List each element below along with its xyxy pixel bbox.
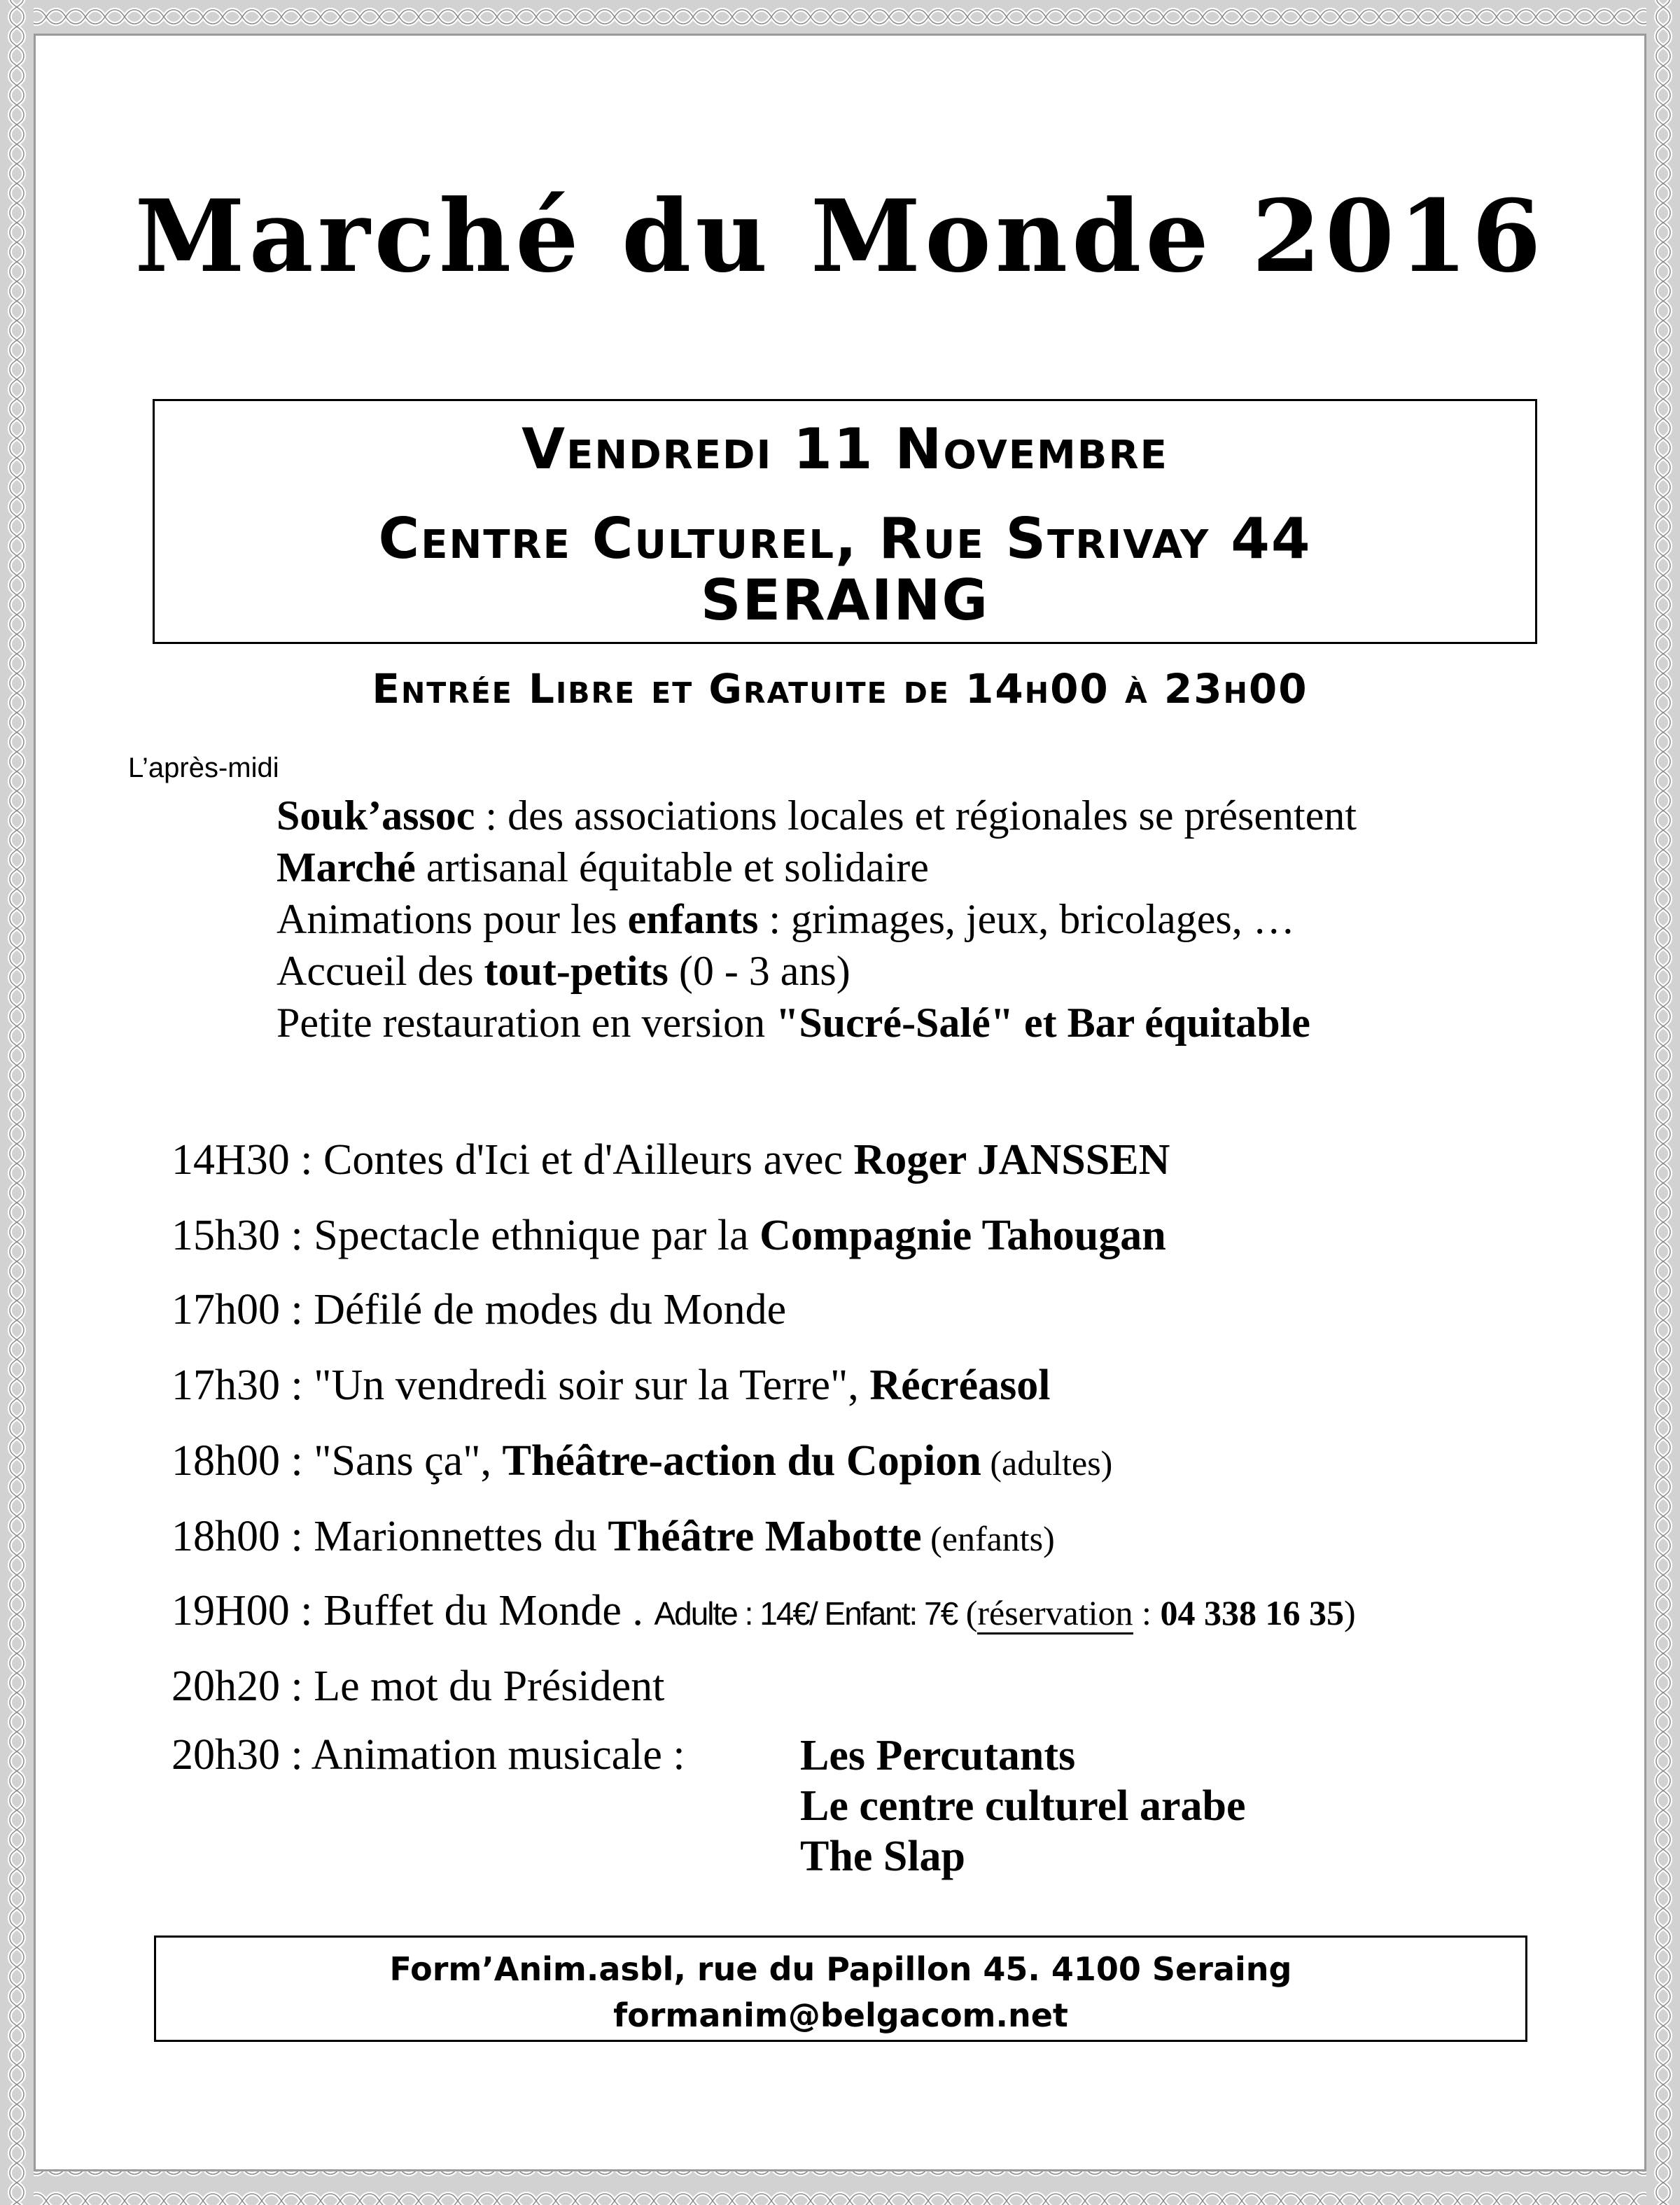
event-city: SERAING xyxy=(700,568,990,633)
list-item: Animations pour les enfants : grimages, jeux, bricolages, … xyxy=(276,896,1295,942)
afternoon-label: L’après-midi xyxy=(128,752,279,783)
poster-title: Marché du Monde 2016 xyxy=(134,178,1546,295)
band-name: Le centre culturel arabe xyxy=(800,1782,1246,1830)
footer-address: Form’Anim.asbl, rue du Papillon 45. 4100 Seraing xyxy=(389,1950,1292,1988)
schedule-item: 17h00 : Défilé de modes du Monde xyxy=(172,1286,787,1334)
list-item: Accueil des tout-petits (0 - 3 ans) xyxy=(276,948,850,994)
footer-contact-box xyxy=(154,1935,1527,2042)
list-item: Marché artisanal équitable et solidaire xyxy=(276,844,929,890)
band-name: The Slap xyxy=(800,1833,966,1880)
schedule-item: 17h30 : "Un vendredi soir sur la Terre", Récréasol xyxy=(172,1362,1051,1409)
list-item: Petite restauration en version "Sucré-Salé" et Bar équitable xyxy=(276,1000,1310,1046)
schedule-item: 14H30 : Contes d'Ici et d'Ailleurs avec Roger JANSSEN xyxy=(172,1136,1170,1184)
event-venue: Centre Culturel, Rue Strivay 44 xyxy=(378,506,1312,571)
entry-info: Entrée Libre et Gratuite de 14h00 à 23h00 xyxy=(372,665,1308,713)
schedule-item: 20h20 : Le mot du Président xyxy=(172,1662,665,1710)
event-info-box xyxy=(153,399,1537,644)
footer-email: formanim@belgacom.net xyxy=(613,1996,1068,2034)
band-name: Les Percutants xyxy=(800,1732,1076,1779)
schedule-item-buffet: 19H00 : Buffet du Monde . Adulte : 14€/ Enfant: 7€ (réservation : 04 338 16 35) xyxy=(172,1587,1356,1634)
schedule-item: 20h30 : Animation musicale : xyxy=(172,1731,685,1779)
schedule-item: 18h00 : Marionnettes du Théâtre Mabotte (enfants) xyxy=(172,1513,1055,1560)
afternoon-list xyxy=(276,790,1357,1049)
reservation-phone: 04 338 16 35 xyxy=(1160,1593,1344,1632)
buffet-prices: Adulte : 14€/ Enfant: 7€ xyxy=(654,1595,958,1632)
event-date: Vendredi 11 Novembre xyxy=(522,416,1168,482)
schedule-item: 15h30 : Spectacle ethnique par la Compagnie Tahougan xyxy=(172,1212,1166,1259)
bands-list xyxy=(800,1730,1245,1882)
reservation-label: réservation xyxy=(977,1593,1133,1634)
schedule-item: 18h00 : "Sans ça", Théâtre-action du Copion (adultes) xyxy=(172,1437,1113,1485)
list-item: Souk’assoc : des associations locales et régionales se présentent xyxy=(276,792,1357,839)
